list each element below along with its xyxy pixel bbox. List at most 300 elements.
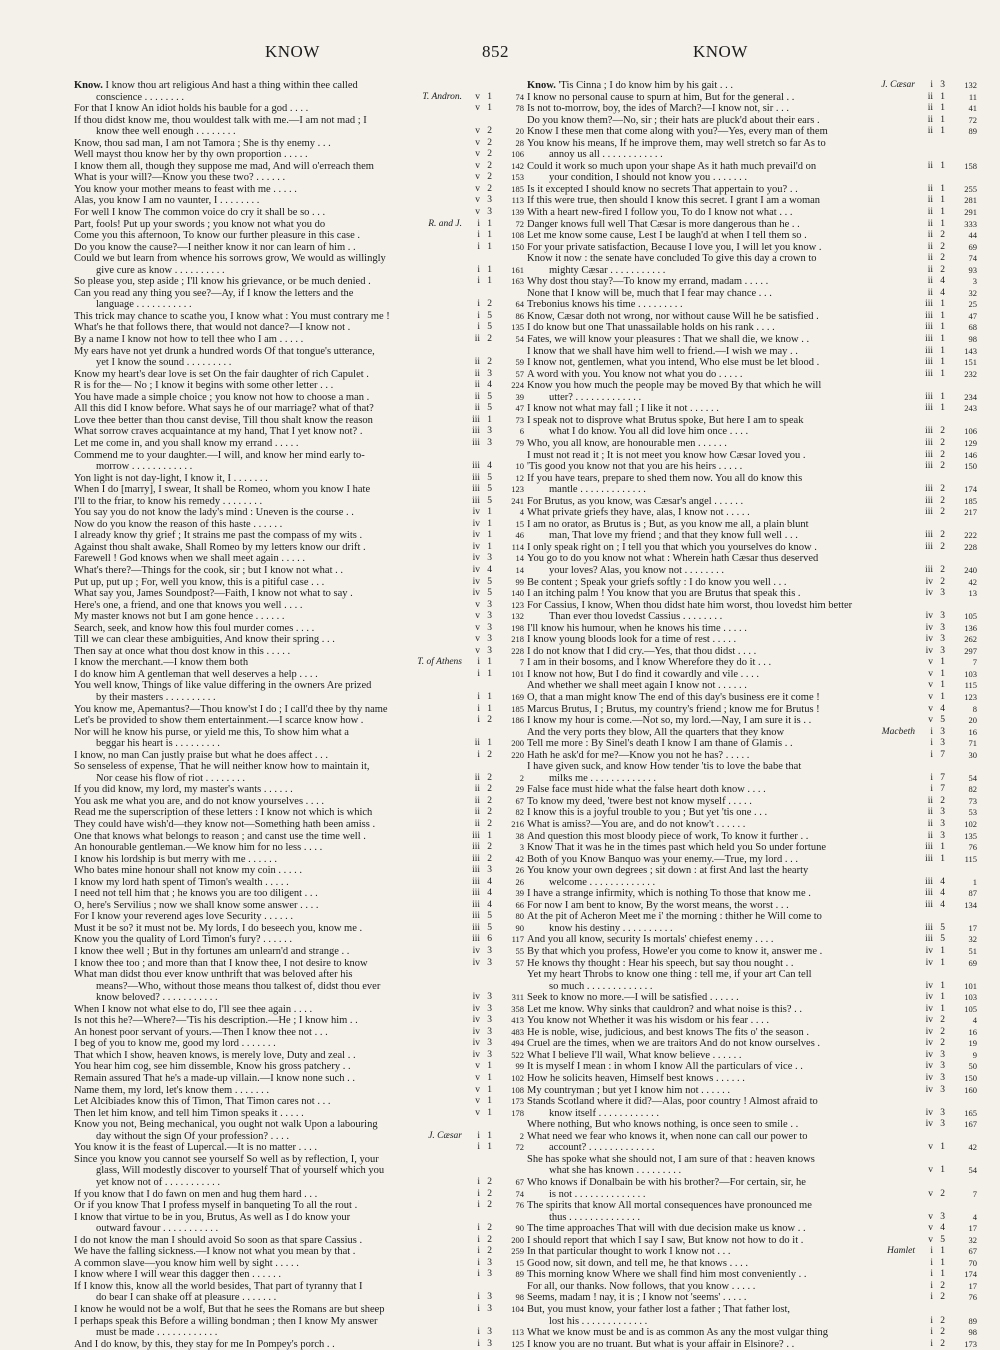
scene-number: 1 [487, 738, 492, 749]
quotation-line [74, 611, 526, 623]
quotation-text: O, that a man might know The end of this day's business ere it come ! [527, 691, 820, 703]
quotation-text: milks me . . . . . . . . . . . . . [549, 772, 657, 784]
scene-number: 2 [487, 749, 492, 760]
quotation-line [527, 923, 979, 935]
quotation-line [527, 773, 979, 785]
line-number: 101 [964, 980, 977, 991]
quotation-text: An honourable gentleman.—We know him for no less . . . . [74, 842, 323, 854]
scene-number: 4 [940, 899, 945, 910]
quotation-line [74, 1281, 526, 1293]
line-number: 259 [511, 1246, 524, 1257]
line-number: 10 [515, 461, 524, 472]
quotation-line [527, 842, 979, 854]
quotation-line [74, 1292, 526, 1304]
scene-number: 1 [940, 1165, 945, 1176]
scene-number: 1 [940, 114, 945, 125]
quotation-line [74, 322, 526, 334]
scene-number: 1 [940, 946, 945, 957]
quotation-text: Then say at once what thou dost know in this . . . . . [74, 645, 291, 657]
act-number: iv [925, 634, 933, 645]
quotation-text: give cure as know . . . . . . . . . . [96, 264, 225, 276]
line-number: 69 [968, 957, 977, 968]
quotation-line [527, 357, 979, 369]
quotation-text: If thou didst know me, thou wouldest talk with me.—I am not mad ; I [74, 114, 367, 126]
quotation-line [527, 1339, 979, 1350]
line-number: 173 [511, 1096, 524, 1107]
line-number: 54 [968, 772, 977, 783]
quotation-text: What private griefs they have, alas, I know not . . . . . [527, 507, 750, 519]
act-number: iii [925, 334, 933, 345]
quotation-line [74, 542, 526, 554]
line-number: 165 [964, 1107, 977, 1118]
quotation-line [527, 195, 979, 207]
act-number: iii [925, 426, 933, 437]
quotation-text: Could we but learn from whence his sorrows grow, We would as willingly [74, 253, 386, 265]
quotation-line [74, 1038, 526, 1050]
quotation-text: This trick may chance to scathe you, I know what : You must contrary me ! [74, 310, 390, 322]
scene-number: 3 [487, 992, 492, 1003]
act-number: iii [925, 461, 933, 472]
line-number: 150 [964, 1073, 977, 1084]
scene-number: 5 [487, 391, 492, 402]
line-number: 74 [515, 91, 524, 102]
scene-number: 3 [487, 634, 492, 645]
line-number: 29 [515, 784, 524, 795]
quotation-text: And the very ports they blow, All the quarters that they know [527, 726, 785, 738]
act-number: iv [925, 1073, 933, 1084]
line-number: 72 [515, 1142, 524, 1153]
line-number: 174 [964, 1269, 977, 1280]
quotation-text: Why dost thou stay?—To know my errand, madam . . . . . [527, 276, 769, 288]
act-number: iii [925, 922, 933, 933]
act-number: i [477, 1327, 480, 1338]
quotation-line [74, 819, 526, 831]
act-number: i [477, 1188, 480, 1199]
quotation-line [74, 669, 526, 681]
quotation-text: If you did know, my lord, my master's wants . . . . . . [74, 784, 293, 796]
line-number: 53 [968, 807, 977, 818]
quotation-line [74, 426, 526, 438]
act-number: ii [927, 241, 933, 252]
quotation-text: Be content ; Speak your griefs softly : I do know you well . . . [527, 576, 787, 588]
quotation-text: Nor cease his flow of riot . . . . . . . . [96, 772, 246, 784]
act-number: iii [472, 922, 480, 933]
quotation-line [527, 184, 979, 196]
line-number: 82 [515, 807, 524, 818]
line-number: 218 [511, 634, 524, 645]
quotation-line [527, 80, 979, 92]
act-number: iii [925, 899, 933, 910]
act-number: iii [925, 530, 933, 541]
quotation-text: Stands Scotland where it did?—Alas, poor country ! Almost afraid to [527, 1096, 818, 1108]
act-number: ii [474, 357, 480, 368]
quotation-line [527, 1108, 979, 1120]
quotation-text: Or if you know That I profess myself in banqueting To all the rout . [74, 1200, 358, 1212]
line-number: 115 [964, 853, 977, 864]
quotation-text: means?—Who, without those means thou talkest of, didst thou ever [96, 980, 381, 992]
quotation-line [527, 92, 979, 104]
scene-number: 2 [940, 507, 945, 518]
quotation-line [74, 415, 526, 427]
act-number: i [930, 1338, 933, 1349]
act-number: iii [925, 357, 933, 368]
scene-number: 1 [487, 1107, 492, 1118]
quotation-text: morrow . . . . . . . . . . . . [96, 461, 193, 473]
scene-number: 2 [487, 772, 492, 783]
scene-number: 2 [940, 564, 945, 575]
quotation-line [74, 888, 526, 900]
quotation-line [74, 738, 526, 750]
act-number: i [930, 1327, 933, 1338]
line-number: 108 [511, 230, 524, 241]
line-number: 4 [972, 1211, 977, 1222]
act-number: iv [472, 541, 480, 552]
act-number: v [475, 1061, 480, 1072]
quotation-line [74, 981, 526, 993]
quotation-line [74, 1235, 526, 1247]
quotation-line [527, 219, 979, 231]
quotation-line [74, 484, 526, 496]
scene-number: 3 [487, 946, 492, 957]
act-number: iii [925, 403, 933, 414]
line-number: 2 [519, 1130, 524, 1141]
scene-number: 3 [487, 1303, 492, 1314]
quotation-text: Know. I know thou art religious And hast a thing within thee called [74, 80, 358, 91]
scene-number: 4 [940, 876, 945, 887]
scene-number: 3 [487, 1327, 492, 1338]
quotation-line [527, 1015, 979, 1027]
scene-number: 5 [940, 715, 945, 726]
scene-number: 2 [940, 1338, 945, 1349]
line-number: 66 [515, 899, 524, 910]
scene-number: 2 [487, 715, 492, 726]
quotation-text: To know my deed, 'twere best not know myself . . . . . [527, 795, 752, 807]
quotation-text: Read me the superscription of these letters : I know not which is which [74, 807, 373, 819]
quotation-text: Can you read any thing you see?—Ay, if I know the letters and the [74, 287, 354, 299]
quotation-line [527, 103, 979, 115]
act-number: i [477, 715, 480, 726]
scene-number: 2 [940, 530, 945, 541]
quotation-text: You well know, Things of like value differing in the owners Are prized [74, 680, 372, 692]
quotation-line [74, 299, 526, 311]
scene-number: 1 [940, 103, 945, 114]
line-number: 132 [964, 80, 977, 90]
quotation-text: I know he would not be a wolf, But that he sees the Romans are but sheep [74, 1303, 385, 1315]
act-number: v [475, 103, 480, 114]
act-number: iv [472, 1003, 480, 1014]
quotation-text: I beg of you to know me, good my lord . . . . . . . [74, 1038, 276, 1050]
act-number: v [475, 183, 480, 194]
quotation-text: I know the merchant.—I know them both [74, 657, 249, 669]
quotation-line [74, 1050, 526, 1062]
act-number: iv [472, 530, 480, 541]
line-number: 89 [968, 126, 977, 137]
line-number: 50 [968, 1061, 977, 1072]
quotation-text: Know I these men that come along with you?—Yes, every man of them [527, 126, 828, 138]
quotation-line [74, 346, 526, 358]
line-number: 102 [964, 819, 977, 829]
act-number: ii [927, 807, 933, 818]
scene-number: 3 [940, 1211, 945, 1222]
quotation-text: Put up, put up ; For, well you know, this is a pitiful case . . . [74, 576, 325, 588]
quotation-line [74, 507, 526, 519]
quotation-text: Well mayst thou know her by thy own proportion . . . . . [74, 149, 308, 161]
quotation-line [527, 530, 979, 542]
line-number: 228 [964, 541, 977, 552]
scene-number: 3 [487, 599, 492, 610]
line-number: 129 [964, 437, 977, 448]
quotation-line [527, 831, 979, 843]
act-number: iv [925, 1049, 933, 1060]
line-number: 108 [511, 1084, 524, 1095]
scene-number: 2 [487, 1188, 492, 1199]
quotation-line [527, 253, 979, 265]
act-number: i [930, 726, 933, 737]
scene-number: 3 [487, 865, 492, 876]
quotation-text: I know his lordship is but merry with me . . . . . . [74, 853, 277, 865]
quotation-text: What say you, James Soundpost?—Faith, I know not what to say . [74, 588, 353, 600]
quotation-text: Since you know you cannot see yourself So well as by reflection, I, your [74, 1153, 379, 1165]
line-number: 113 [511, 195, 524, 206]
quotation-line [527, 761, 979, 773]
quotation-text: I am in their bosoms, and I know Wherefore they do it . . . [527, 657, 772, 669]
act-number: iii [925, 564, 933, 575]
quotation-line [74, 80, 526, 92]
line-number: 220 [511, 749, 524, 760]
act-number: i [477, 657, 480, 668]
scene-number: 3 [487, 622, 492, 633]
line-number: 99 [515, 1061, 524, 1072]
line-number: 26 [515, 876, 524, 887]
act-number: i [477, 1292, 480, 1303]
scene-number: 4 [487, 876, 492, 887]
quotation-line [74, 1316, 526, 1328]
quotation-line [74, 1339, 526, 1350]
line-number: 74 [968, 253, 977, 264]
quotation-text: Marcus Brutus, I ; Brutus, my country's friend ; know me for Brutus ! [527, 703, 820, 715]
act-number: i [477, 749, 480, 760]
quotation-line [74, 357, 526, 369]
line-number: 150 [511, 241, 524, 252]
scene-number: 2 [940, 1015, 945, 1026]
scene-number: 2 [940, 264, 945, 275]
quotation-line [527, 750, 979, 762]
scene-number: 1 [487, 276, 492, 287]
scene-number: 1 [487, 518, 492, 529]
quotation-text: For that I know An idiot holds his bauble for a god . . . . [74, 103, 309, 115]
quotation-line [527, 1189, 979, 1201]
scene-number: 2 [487, 126, 492, 137]
scene-number: 2 [940, 1327, 945, 1338]
line-number: 32 [968, 287, 977, 298]
act-number: iv [925, 946, 933, 957]
quotation-text: man, That love my friend ; and that they know full well . . . [549, 530, 798, 542]
quotation-line [527, 507, 979, 519]
scene-number: 2 [940, 426, 945, 437]
scene-number: 3 [487, 437, 492, 448]
line-number: 99 [515, 576, 524, 587]
quotation-line [527, 346, 979, 358]
quotation-text: For your private satisfaction, Because I love you, I will let you know . [527, 241, 822, 253]
quotation-text: 'Tis good you know not that you are his heirs . . . . . [527, 461, 743, 473]
scene-number: 3 [487, 1292, 492, 1303]
line-number: 14 [515, 553, 524, 564]
scene-number: 1 [487, 1096, 492, 1107]
scene-number: 1 [487, 691, 492, 702]
line-number: 73 [968, 795, 977, 806]
quotation-text: Good now, sit down, and tell me, he that knows . . . . [527, 1257, 748, 1269]
scene-number: 5 [487, 922, 492, 933]
quotation-text: I know that we shall have him well to friend.—I wish we may . . [527, 345, 798, 357]
scene-number: 4 [487, 461, 492, 472]
quotation-text: I do not know the man I should avoid So soon as that spare Cassius . [74, 1234, 363, 1246]
scene-number: 1 [940, 91, 945, 102]
scene-number: 3 [940, 588, 945, 599]
line-number: 89 [968, 1315, 977, 1326]
quotation-line [527, 1316, 979, 1328]
quotation-text: Hath he ask'd for me?—Know you not he has? . . . . . [527, 749, 750, 761]
act-number: iii [472, 484, 480, 495]
quotation-line [527, 230, 979, 242]
quotation-text: O, here's Servilius ; now we shall know some answer . . . . [74, 899, 319, 911]
quotation-text: You know his means, If he improve them, may well stretch so far As to [527, 137, 826, 149]
act-number: i [930, 1257, 933, 1268]
act-number: v [475, 160, 480, 171]
quotation-text: For Brutus, as you know, was Cæsar's angel . . . . . . [527, 495, 744, 507]
quotation-line [74, 184, 526, 196]
quotation-line [74, 900, 526, 912]
quotation-line [527, 692, 979, 704]
quotation-text: Commend me to your daughter.—I will, and know her mind early to- [74, 449, 365, 461]
act-number: ii [474, 784, 480, 795]
act-number: v [475, 634, 480, 645]
scene-number: 2 [487, 160, 492, 171]
quotation-line [74, 946, 526, 958]
scene-number: 3 [487, 553, 492, 564]
quotation-text: Know my heart's dear love is set On the fair daughter of rich Capulet . [74, 368, 369, 380]
quotation-line [74, 588, 526, 600]
quotation-text: If you know that I do fawn on men and hug them hard . . . [74, 1188, 318, 1200]
act-number: iii [925, 391, 933, 402]
quotation-text: In that particular thought to work I know not . . . [527, 1246, 731, 1258]
scene-number: 1 [940, 1257, 945, 1268]
scene-number: 1 [940, 195, 945, 206]
quotation-line [527, 1154, 979, 1166]
quotation-line [74, 969, 526, 981]
quotation-line [527, 704, 979, 716]
act-number: ii [927, 183, 933, 194]
act-number: i [477, 218, 480, 229]
act-number: iv [925, 622, 933, 633]
line-number: 3 [519, 842, 524, 853]
line-number: 174 [964, 484, 977, 495]
quotation-line [527, 450, 979, 462]
act-number: iii [472, 472, 480, 483]
act-number: iv [925, 1084, 933, 1095]
line-number: 13 [968, 588, 977, 599]
quotation-line [527, 1050, 979, 1062]
line-number: 57 [515, 957, 524, 968]
quotation-line [74, 149, 526, 161]
quotation-text: yet know not of . . . . . . . . . . . [96, 1176, 220, 1188]
line-number: 15 [515, 1257, 524, 1268]
play-title: Macbeth [881, 726, 915, 737]
line-number: 143 [964, 345, 977, 356]
quotation-line [527, 900, 979, 912]
line-number: 4 [519, 507, 524, 518]
quotation-text: Know it now : the senate have concluded To give this day a crown to [527, 253, 817, 265]
scene-number: 1 [940, 1003, 945, 1014]
quotation-text: Let me know. Why sinks that cauldron? and what noise is this? . . [527, 1003, 802, 1015]
quotation-text: I speak not to disprove what Brutus spoke, But here I am to speak [527, 414, 804, 426]
act-number: i [930, 1315, 933, 1326]
scene-number: 3 [940, 80, 945, 90]
quotation-text: Part, fools! Put up your swords ; you know not what you do [74, 218, 326, 230]
act-number: i [477, 1223, 480, 1234]
act-number: i [930, 1280, 933, 1291]
act-number: ii [927, 253, 933, 264]
quotation-line [74, 1085, 526, 1097]
act-number: ii [927, 103, 933, 114]
quotation-text: lost his . . . . . . . . . . . . . [549, 1315, 648, 1327]
scene-number: 2 [940, 1038, 945, 1049]
scene-number: 3 [940, 738, 945, 749]
line-number: 106 [511, 149, 524, 160]
scene-number: 2 [487, 842, 492, 853]
quotation-text: When I know not what else to do, I'll see thee again . . . . [74, 1003, 313, 1015]
line-number: 7 [519, 657, 524, 668]
line-number: 69 [968, 241, 977, 252]
act-number: ii [474, 738, 480, 749]
quotation-text: outward favour . . . . . . . . . . . [96, 1223, 219, 1235]
line-number: 78 [515, 103, 524, 114]
act-number: iii [472, 461, 480, 472]
line-number: 102 [511, 1073, 524, 1084]
act-number: iv [472, 518, 480, 529]
scene-number: 3 [487, 611, 492, 622]
line-number: 67 [515, 795, 524, 806]
scene-number: 5 [487, 403, 492, 414]
quotation-text: Seems, madam ! nay, it is ; I know not 'seems' . . . . . [527, 1292, 747, 1304]
quotation-text: They could have wish'd—they know not—Something hath been amiss . [74, 819, 376, 830]
quotation-line [527, 1292, 979, 1304]
quotation-line [74, 172, 526, 184]
quotation-text: is not . . . . . . . . . . . . . . [549, 1188, 646, 1200]
quotation-line [527, 588, 979, 600]
line-number: 46 [515, 530, 524, 541]
quotation-text: day without the sign Of your profession? . . . . [96, 1130, 290, 1142]
quotation-text: I should report that which I say I saw, But know not how to do it . [527, 1234, 804, 1246]
line-number: 17 [968, 1223, 977, 1234]
line-number: 44 [968, 230, 977, 241]
scene-number: 1 [940, 322, 945, 333]
act-number: v [475, 149, 480, 160]
act-number: ii [927, 114, 933, 125]
scene-number: 2 [940, 1026, 945, 1037]
quotation-line [74, 1131, 526, 1143]
quotation-text: Alas, you know I am no vaunter, I . . . . . . . . [74, 195, 260, 207]
scene-number: 1 [940, 657, 945, 668]
quotation-text: I know them all, though they suppose me mad, And will o'erreach them [74, 160, 374, 172]
quotation-text: I do know him A gentleman that well deserves a help . . . . [74, 668, 318, 680]
line-number: 47 [515, 403, 524, 414]
quotation-text: I know thee too ; and more than that I know thee, I not desire to know [74, 957, 368, 969]
line-number: 39 [515, 391, 524, 402]
quotation-line [527, 392, 979, 404]
play-title: J. Cæsar [881, 80, 915, 90]
scene-number: 2 [940, 495, 945, 506]
quotation-text: glass, Will modestly discover to yourself That of yourself which you [96, 1165, 385, 1177]
